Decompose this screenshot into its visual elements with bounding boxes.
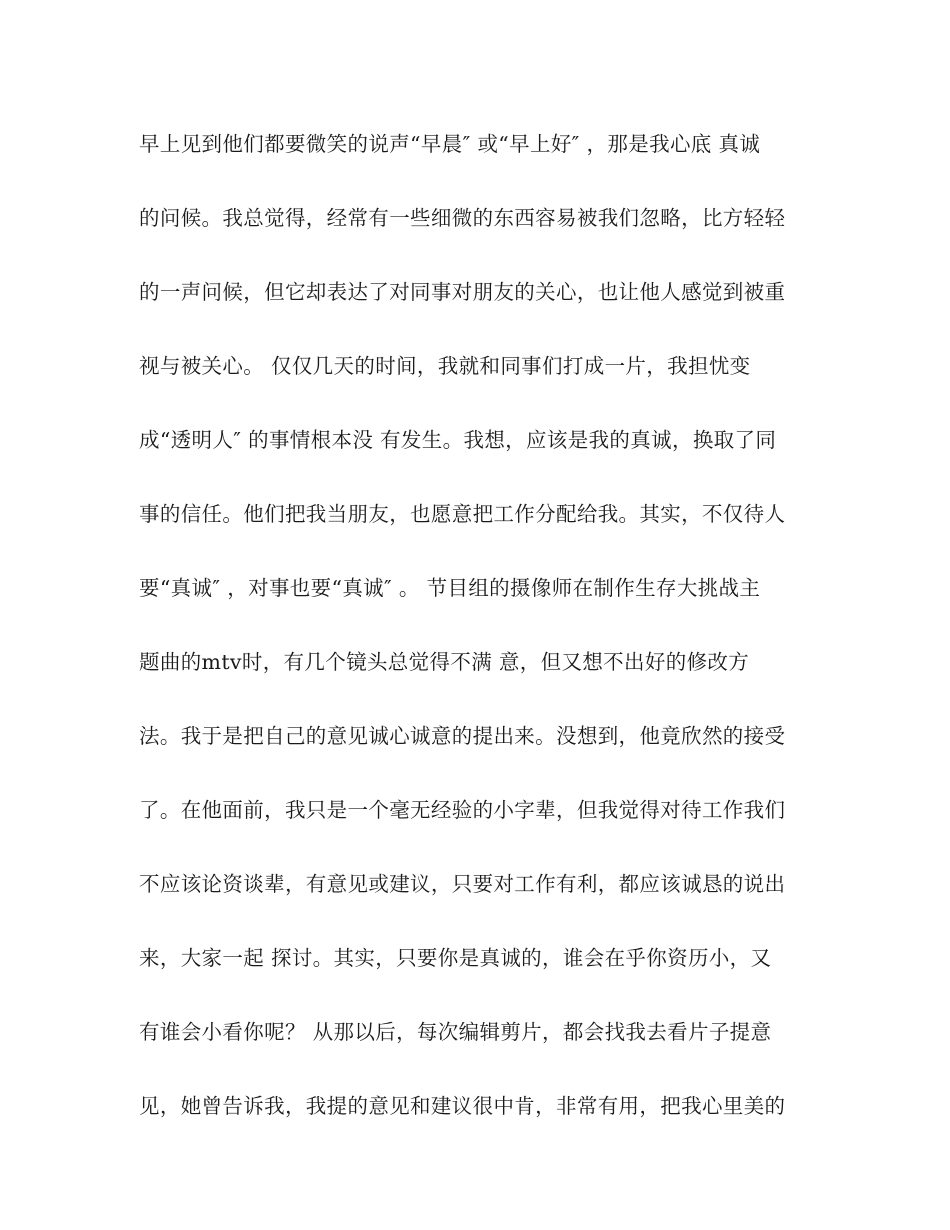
- text-line: 的一声问候，但它却表达了对同事对朋友的关心，也让他人感觉到被重: [139, 280, 786, 304]
- text-line: 题曲的mtv时，有几个镜头总觉得不满 意，但又想不出好的修改方: [139, 650, 750, 674]
- text-line: 了。在他面前，我只是一个毫无经验的小字辈，但我觉得对待工作我们: [139, 798, 786, 822]
- text-line: 不应该论资谈辈，有意见或建议，只要对工作有利，都应该诚恳的说出: [139, 872, 786, 896]
- body-text: [139, 126, 829, 1162]
- text-line: 视与被关心。 仅仅几天的时间，我就和同事们打成一片，我担忧变: [139, 354, 751, 378]
- text-line: 的问候。我总觉得，经常有一些细微的东西容易被我们忽略，比方轻轻: [139, 206, 786, 230]
- text-line: 见，她曾告诉我，我提的意见和建议很中肯，非常有用，把我心里美的: [139, 1094, 786, 1118]
- text-line: 有谁会小看你呢？ 从那以后，每次编辑剪片，都会找我去看片子提意: [139, 1020, 772, 1044]
- text-line: 成“透明人″ 的事情根本没 有发生。我想，应该是我的真诚，换取了同: [139, 428, 777, 452]
- text-line: 法。我于是把自己的意见诚心诚意的提出来。没想到，他竟欣然的接受: [139, 724, 786, 748]
- text-line: 来，大家一起 探讨。其实，只要你是真诚的，谁会在乎你资历小，又: [139, 946, 772, 970]
- text-line: 要“真诚″ ，对事也要“真诚″ 。 节目组的摄像师在制作生存大挑战主: [139, 576, 761, 600]
- text-line: 早上见到他们都要微笑的说声“早晨″ 或“早上好″ ，那是我心底 真诚: [139, 132, 761, 156]
- text-line: 事的信任。他们把我当朋友，也愿意把工作分配给我。其实，不仅待人: [139, 502, 786, 526]
